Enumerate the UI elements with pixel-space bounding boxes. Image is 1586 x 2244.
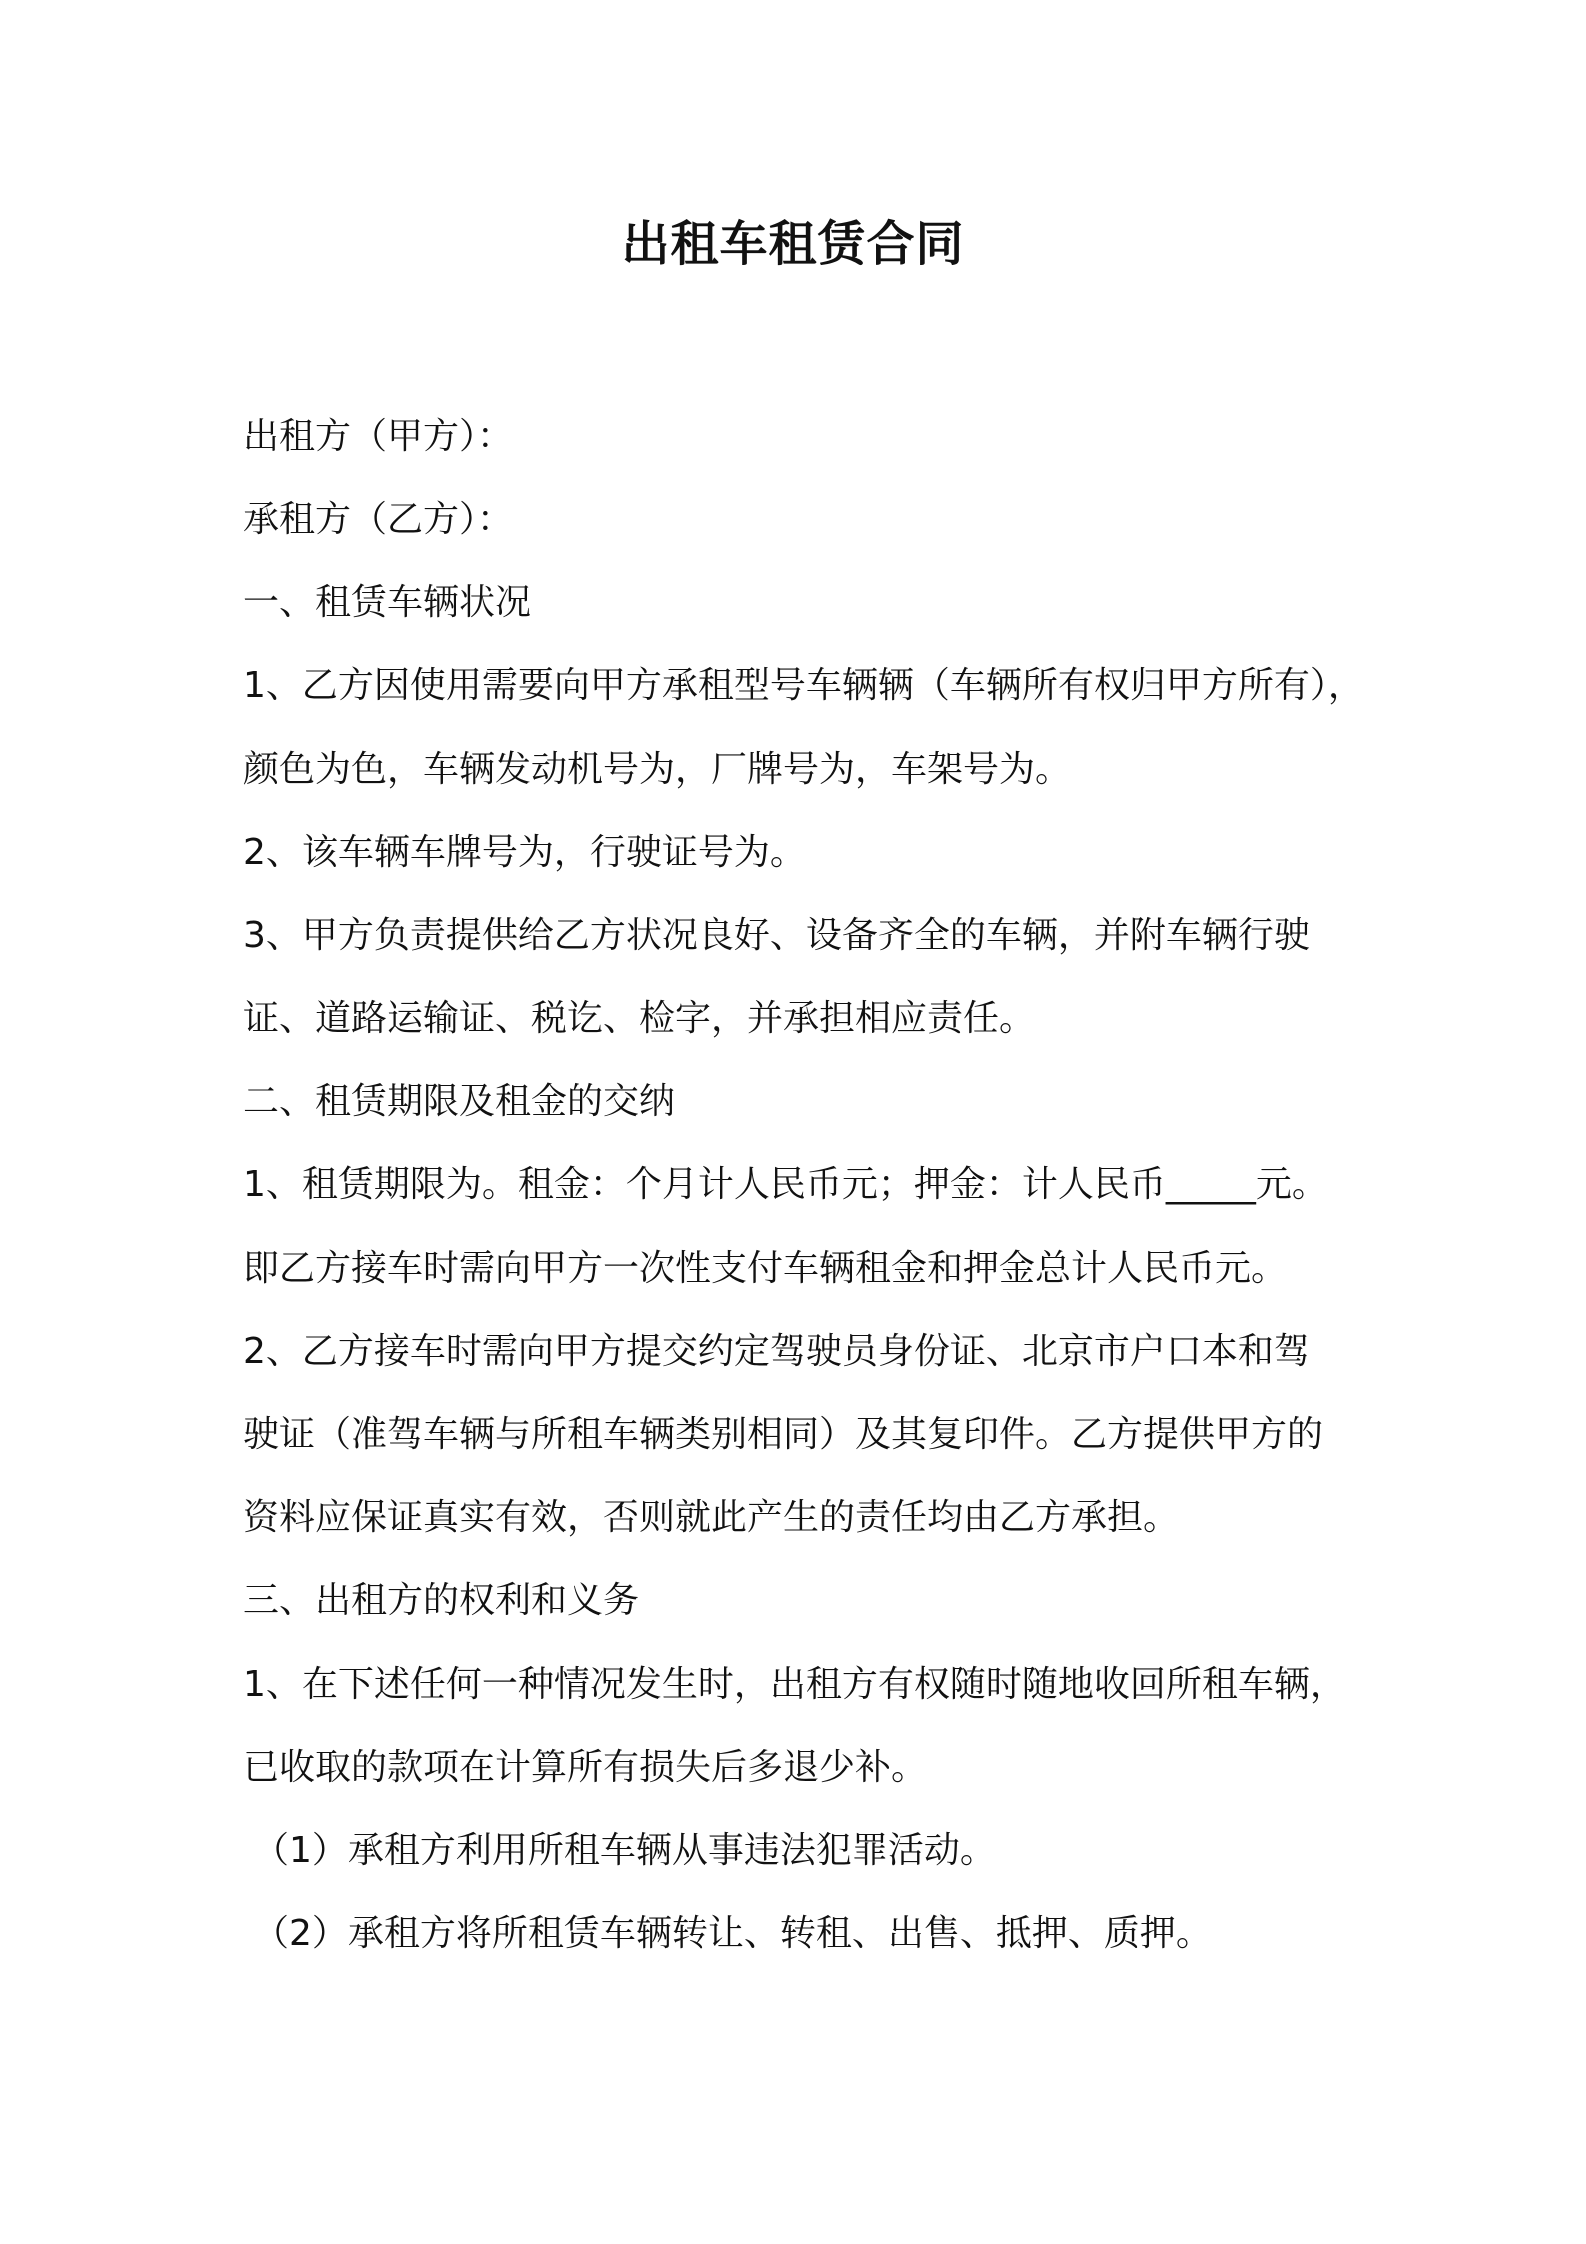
paragraph-line: 即乙方接车时需向甲方一次性支付车辆租金和押金总计人民币元。 — [243, 1248, 1288, 1289]
lessor-line: 出租方（甲方）： — [243, 416, 514, 457]
paragraph-line: 1、在下述任何一种情况发生时，出租方有权随时随地收回所租车辆， — [243, 1664, 1346, 1705]
paragraph-line: 1、租赁期限为。租金：个月计人民币元；押金：计人民币_____元。 — [243, 1164, 1328, 1205]
section-heading-3: 三、出租方的权利和义务 — [243, 1580, 640, 1621]
section-heading-1: 一、租赁车辆状况 — [243, 582, 532, 623]
section-heading-2: 二、租赁期限及租金的交纳 — [243, 1081, 676, 1122]
paragraph-line: 1、乙方因使用需要向甲方承租型号车辆辆（车辆所有权归甲方所有）， — [243, 665, 1364, 706]
paragraph-line: 2、该车辆车牌号为，行驶证号为。 — [243, 832, 806, 873]
paragraph-line: 驶证（准驾车辆与所租车辆类别相同）及其复印件。乙方提供甲方的 — [243, 1414, 1324, 1455]
paragraph-line: 3、甲方负责提供给乙方状况良好、设备齐全的车辆，并附车辆行驶 — [243, 915, 1310, 956]
paragraph-line: 证、道路运输证、税讫、检字，并承担相应责任。 — [243, 998, 1036, 1039]
document-title: 出租车租赁合同 — [621, 216, 965, 272]
paragraph-line: 资料应保证真实有效，否则就此产生的责任均由乙方承担。 — [243, 1497, 1180, 1538]
list-item: （2）承租方将所租赁车辆转让、转租、出售、抵押、质押。 — [253, 1913, 1212, 1954]
paragraph-line: 颜色为色，车辆发动机号为，厂牌号为，车架号为。 — [243, 749, 1072, 790]
paragraph-line: 2、乙方接车时需向甲方提交约定驾驶员身份证、北京市户口本和驾 — [243, 1331, 1310, 1372]
list-item: （1）承租方利用所租车辆从事违法犯罪活动。 — [253, 1830, 996, 1871]
paragraph-line: 已收取的款项在计算所有损失后多退少补。 — [243, 1747, 928, 1788]
lessee-line: 承租方（乙方）： — [243, 499, 514, 540]
